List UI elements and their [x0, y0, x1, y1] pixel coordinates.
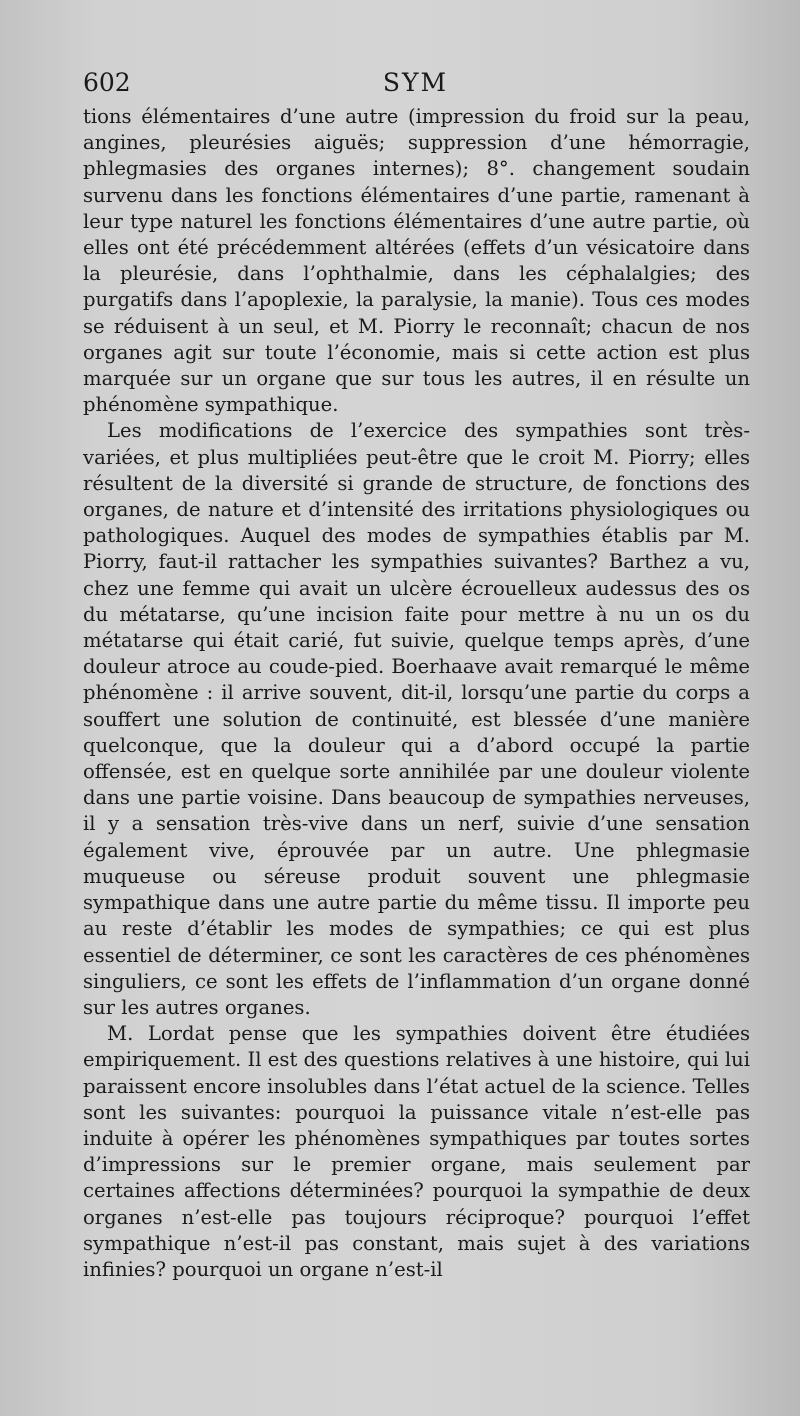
body-text	[83, 104, 750, 1283]
page-number: 602	[83, 68, 131, 97]
running-title: SYM	[382, 68, 449, 97]
paragraph-2: Les modifications de l’exercice des sympathies sont très-variées, et plus multipliées peut-être que le croit M. Piorry; elles résultent de la diversité si grande de structure, de fonctions des organes, de nature et d’intensité des irritations physiologiques ou pathologiques. Auquel des modes de sympathies établis par M. Piorry, faut-il rattacher les sympathies suivantes? Barthez a vu, chez une femme qui avait un ulcère écrouelleux audessus des os du métatarse, qu’une incision faite pour mettre à nu un os du métatarse qui était carié, fut suivie, quelque temps après, d’une douleur atroce au coude-pied. Boerhaave avait remarqué le même phénomène : il arrive souvent, dit-il, lorsqu’une partie du corps a souffert une solution de continuité, est blessée d’une manière quelconque, que la douleur qui a d’abord occupé la partie offensée, est en quelque sorte annihilée par une douleur violente dans une partie voisine. Dans beaucoup de sympathies nerveuses, il y a sensation très-vive dans un nerf, suivie d’une sensation également vive, éprouvée par un autre. Une phlegmasie muqueuse ou séreuse produit souvent une phlegmasie sympathique dans une autre partie du même tissu. Il importe peu au reste d’établir les modes de sympathies; ce qui est plus essentiel de déterminer, ce sont les caractères de ces phénomènes singuliers, ce sont les effets de l’inflammation d’un organe donné sur les autres organes.	[83, 419, 750, 1019]
paragraph-1: tions élémentaires d’une autre (impression du froid sur la peau, angines, pleurésies aiguës; suppression d’une hémorragie, phlegmasies des organes internes); 8°. changement soudain survenu dans les fonctions élémentaires d’une partie, ramenant à leur type naturel les fonctions élémentaires d’une autre partie, où elles ont été précédemment altérées (effets d’un vésicatoire dans la pleurésie, dans l’ophthalmie, dans les céphalalgies; des purgatifs dans l’apoplexie, la paralysie, la manie). Tous ces modes se réduisent à un seul, et M. Piorry le reconnaît; chacun de nos organes agit sur toute l’économie, mais si cette action est plus marquée sur un organe que sur tous les autres, il en résulte un phénomène sympathique.	[83, 105, 750, 417]
paragraph-3: M. Lordat pense que les sympathies doivent être étudiées empiriquement. Il est des questions relatives à une histoire, qui lui paraissent encore insolubles dans l’état actuel de la science. Telles sont les suivantes: pourquoi la puissance vitale n’est-elle pas induite à opérer les phénomènes sympathiques par toutes sortes d’impressions sur le premier organe, mais seulement par certaines affections déterminées? pourquoi la sympathie de deux organes n’est-elle pas toujours réciproque? pourquoi l’effet sympathique n’est-il pas constant, mais sujet à des variations infinies? pourquoi un organe n’est-il	[83, 1022, 750, 1281]
running-head	[83, 66, 748, 100]
